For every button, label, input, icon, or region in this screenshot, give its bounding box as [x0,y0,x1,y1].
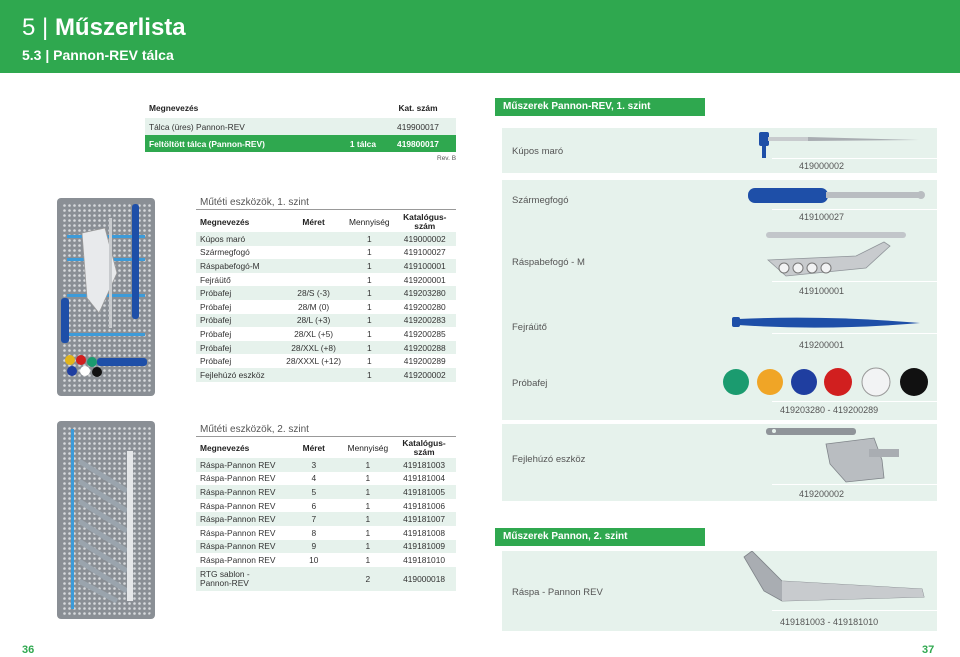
table-row [196,273,456,287]
cell-qty: 1 [345,286,394,300]
table-row [196,368,456,382]
cell-name: Próbafej [196,314,282,328]
product-name: Ráspa - Pannon REV [512,587,603,598]
cell-size: 10 [284,553,344,567]
chapter-title: 5 | Műszerlista [22,14,186,41]
col-header-name: Megnevezés [196,211,282,232]
product-box-head-extractor [502,424,937,501]
cell-qty: 1 [345,232,394,246]
cell-qty: 1 [344,553,393,567]
cell-size: 9 [284,540,344,554]
col-header-code-line1: Katalógus- [402,437,446,448]
level2-instruments-bar: Műszerek Pannon, 2. szint [495,528,705,546]
cell-name: Próbafej [196,286,282,300]
head-extractor-drawing [764,424,924,484]
cell-code: 419200001 [394,273,456,287]
cell-size: 4 [284,472,344,486]
cell-qty: 1 [344,458,393,472]
rasp-holder-drawing [766,240,896,280]
table-header-row [196,211,456,232]
cell-size: 7 [284,512,344,526]
table-row [196,259,456,273]
col-header-code [394,211,456,232]
cell-code: 419000002 [394,232,456,246]
col-header-name: Megnevezés [145,98,305,118]
cell-code: 419100027 [394,246,456,260]
cell-code: 419000018 [392,567,456,591]
product-code: 419200002 [799,489,845,499]
table-row [196,314,456,328]
cell-qty: 1 [345,246,394,260]
cell-code: 419200288 [394,341,456,355]
cell-code: 419200280 [394,300,456,314]
divider [772,209,937,210]
cell-qty: 1 [345,259,394,273]
divider [772,484,937,485]
tray-level1-drawing [57,198,155,396]
cell-name: Szármegfogó [196,246,282,260]
level1-instruments-bar: Műszerek Pannon-REV, 1. szint [495,98,705,116]
product-name: Ráspabefogó - M [512,257,585,268]
level1-table-body [196,232,456,382]
table-row [196,246,456,260]
product-name: Próbafej [512,378,548,389]
cell-size: 28/XXXL (+12) [282,354,345,368]
cell-name: Ráspa-Pannon REV [196,458,284,472]
level1-table [196,211,456,382]
table-row [196,485,456,499]
col-header-code-line1: Katalógus- [403,211,447,222]
cell-size: 28/XXL (+8) [282,341,345,355]
product-code: 419100027 [799,212,845,222]
cell-size: 8 [284,526,344,540]
col-header-size: Méret [284,437,344,458]
cell-code: 419181006 [392,499,456,513]
cell-name: Tálca (üres) Pannon-REV [145,118,305,135]
rod-drawing [764,230,914,240]
cell-code: 419181003 [392,458,456,472]
cell-name [196,567,284,591]
tray-level2-image [57,421,155,619]
cell-qty: 1 [345,300,394,314]
table-row [196,354,456,368]
cell-qty: 1 [344,526,393,540]
divider [772,333,937,334]
col-header-name: Megnevezés [196,437,284,458]
product-box-group [502,180,937,420]
divider [772,610,937,611]
cell-qty: 1 [345,368,394,382]
page-number-right: 37 [922,644,935,656]
table-row [196,540,456,554]
cell-name: Próbafej [196,327,282,341]
cell-qty: 1 [345,341,394,355]
col-header-code: Kat. szám [380,98,456,118]
divider [772,401,937,402]
cell-code: 419181005 [392,485,456,499]
product-code: 419100001 [799,286,845,296]
cell-size: 3 [284,458,344,472]
col-header-code-line2: szám [413,446,435,457]
table-row [196,553,456,567]
cell-qty: 1 [345,273,394,287]
cell-qty: 1 [344,485,393,499]
cell-code: 419200285 [394,327,456,341]
cell-name: Ráspa-Pannon REV [196,512,284,526]
cell-qty: 2 [344,567,393,591]
tray-table [145,98,456,152]
reamer-drawing [754,130,924,160]
cell-code: 419181004 [392,472,456,486]
level2-table [196,437,456,591]
col-header-qty: Mennyiség [345,211,394,232]
cell-name-line2: Pannon-REV [200,577,249,588]
cell-size: 5 [284,485,344,499]
cell-size: 28/S (-3) [282,286,345,300]
cell-qty [305,118,380,135]
level2-section-title: Műtéti eszközök, 2. szint [200,424,309,435]
cell-name: Ráspa-Pannon REV [196,553,284,567]
cell-code: 419181009 [392,540,456,554]
revision-label: Rev. B [437,155,457,162]
cell-code: 419200283 [394,314,456,328]
stem-holder-drawing [746,184,931,210]
cell-name: Ráspabefogó-M [196,259,282,273]
trial-heads-drawing [716,364,936,399]
cell-name: Ráspa-Pannon REV [196,472,284,486]
divider [196,209,456,210]
cell-name: Ráspa-Pannon REV [196,485,284,499]
table-row [196,341,456,355]
cell-name: Ráspa-Pannon REV [196,499,284,513]
cell-qty: 1 [344,512,393,526]
page-number-left: 36 [22,644,35,656]
cell-size [282,259,345,273]
level1-section-title: Műtéti eszközök, 1. szint [200,197,309,208]
col-header-size: Méret [282,211,345,232]
cell-size [284,567,344,591]
cell-size [282,246,345,260]
cell-qty: 1 [344,499,393,513]
cell-name-line1: RTG sablon - [200,568,250,579]
product-code: 419000002 [799,161,845,171]
cell-code: 419200002 [394,368,456,382]
table-row [196,526,456,540]
table-row [196,232,456,246]
table-row [196,300,456,314]
level2-table-body [196,458,456,567]
cell-name: Ráspa-Pannon REV [196,526,284,540]
table-row [196,472,456,486]
cell-code: 419900017 [380,118,456,135]
table-row [196,499,456,513]
product-name: Kúpos maró [512,146,564,157]
product-box-kupos-maro [502,128,937,173]
section-number: 5 [22,14,36,41]
cell-code: 419181008 [392,526,456,540]
cell-size: 28/XL (+5) [282,327,345,341]
page-header [0,0,960,73]
cell-code: 419800017 [380,135,456,152]
cell-size: 6 [284,499,344,513]
product-name: Fejráütő [512,322,547,333]
table-row [196,458,456,472]
cell-name: Próbafej [196,300,282,314]
cell-code: 419181007 [392,512,456,526]
cell-name: Fejráütő [196,273,282,287]
table-row [145,118,456,135]
product-name: Fejlehúzó eszköz [512,454,586,465]
product-name: Szármegfogó [512,195,569,206]
cell-size [282,273,345,287]
chapter-subtitle: 5.3 | Pannon-REV tálca [22,47,174,63]
cell-size: 28/M (0) [282,300,345,314]
cell-name: Próbafej [196,341,282,355]
head-impactor-drawing [730,313,925,333]
cell-qty: 1 [344,472,393,486]
tray-level2-drawing [57,421,155,619]
product-code: 419181003 - 419181010 [780,617,879,627]
tray-level1-image [57,198,155,396]
product-box-rasp [502,551,937,631]
cell-size: 28/L (+3) [282,314,345,328]
table-row-highlight [145,135,456,152]
rasp-drawing [742,551,932,611]
cell-name: Kúpos maró [196,232,282,246]
cell-code: 419181010 [392,553,456,567]
cell-qty: 1 tálca [305,135,380,152]
table-row [196,327,456,341]
cell-code: 419203280 [394,286,456,300]
table-header-row [145,98,456,118]
table-row [196,567,456,591]
cell-size [282,368,345,382]
divider [772,281,937,282]
cell-code: 419100001 [394,259,456,273]
cell-qty: 1 [345,327,394,341]
cell-name: Próbafej [196,354,282,368]
col-header-qty: Mennyiség [344,437,393,458]
title-text: Műszerlista [54,14,186,41]
product-code: 419200001 [799,340,845,350]
table-row [196,512,456,526]
cell-name: Feltöltött tálca (Pannon-REV) [145,135,305,152]
cell-name: Fejlehúzó eszköz [196,368,282,382]
cell-size [282,232,345,246]
table-row [196,286,456,300]
cell-qty: 1 [345,354,394,368]
col-header-qty [305,98,380,118]
product-code: 419203280 - 419200289 [780,405,879,415]
cell-code: 419200289 [394,354,456,368]
cell-name: Ráspa-Pannon REV [196,540,284,554]
table-header-row [196,437,456,458]
col-header-code-line2: szám [414,220,436,231]
cell-qty: 1 [345,314,394,328]
cell-qty: 1 [344,540,393,554]
col-header-code [392,437,456,458]
